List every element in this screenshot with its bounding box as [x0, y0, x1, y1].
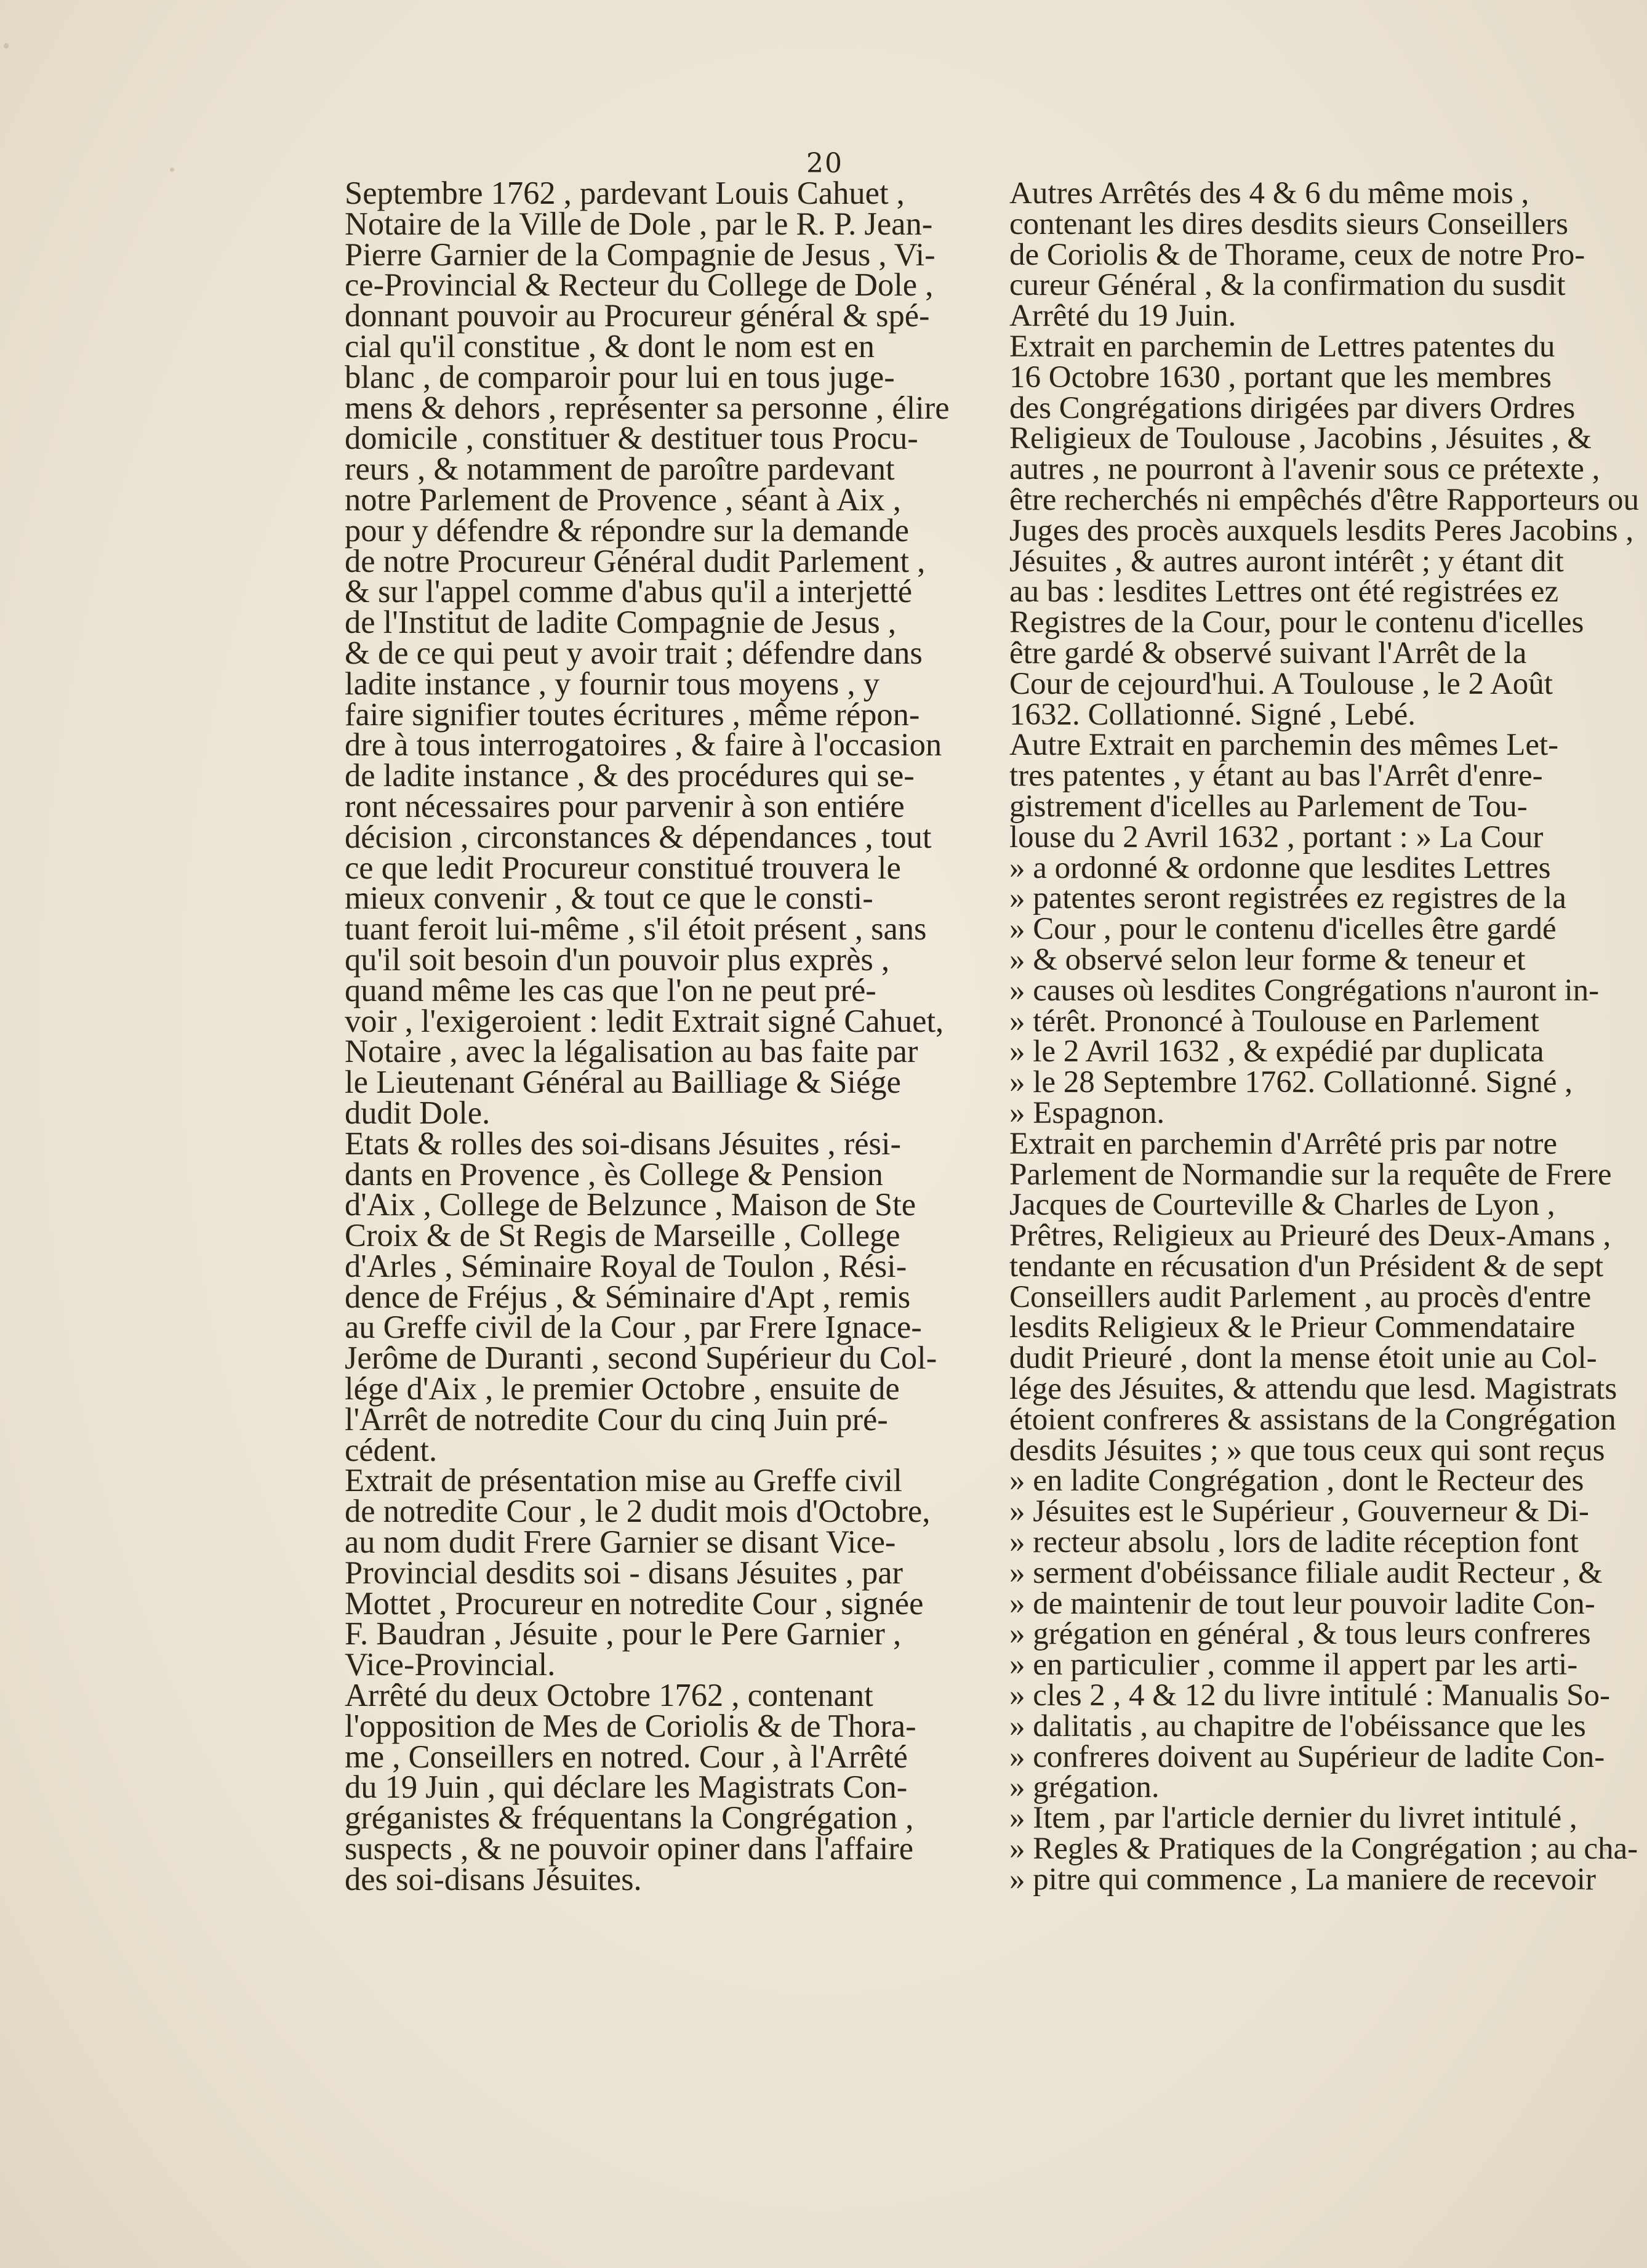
text-line: Conseillers audit Parlement , au procès d'entre: [1009, 1279, 1592, 1314]
text-line: cial qu'il constitue , & dont le nom est en: [345, 328, 875, 364]
text-line: » Cour , pour le contenu d'icelles être gardé: [1009, 912, 1557, 947]
text-line: desdits Jésuites ; » que tous ceux qui sont reçus: [1009, 1433, 1605, 1468]
text-line: Notaire , avec la légalisation au bas faite par: [345, 1034, 918, 1070]
text-line: Cour de cejourd'hui. A Toulouse , le 2 Août: [1009, 666, 1553, 701]
text-line: » a ordonné & ordonne que lesdites Lettres: [1009, 850, 1551, 885]
left-text-column: [345, 175, 991, 1897]
text-line: qu'il soit besoin d'un pouvoir plus exprès ,: [345, 941, 890, 978]
text-line: l'opposition de Mes de Coriolis & de Thora-: [345, 1708, 916, 1744]
text-line: quand même les cas que l'on ne peut pré-: [345, 972, 876, 1008]
text-line: autres , ne pourront à l'avenir sous ce prétexte ,: [1009, 452, 1600, 487]
text-line: domicile , constituer & destituer tous Procu-: [345, 420, 918, 457]
text-line: ce que ledit Procureur constitué trouvera le: [345, 850, 901, 886]
text-line: Jésuites , & autres auront intérêt ; y étant dit: [1009, 544, 1564, 579]
text-line: l'Arrêt de notredite Cour du cinq Juin pré-: [345, 1401, 888, 1438]
text-line: Etats & rolles des soi-disans Jésuites , rési-: [345, 1125, 902, 1162]
text-line: » le 28 Septembre 1762. Collationné. Signé ,: [1009, 1065, 1573, 1100]
text-line: Extrait en parchemin de Lettres patentes du: [1009, 329, 1555, 364]
text-line: dants en Provence , ès College & Pension: [345, 1156, 883, 1192]
text-line: lége des Jésuites, & attendu que lesd. Magistrats: [1009, 1372, 1617, 1407]
text-line: Registres de la Cour, pour le contenu d'icelles: [1009, 605, 1584, 640]
text-line: louse du 2 Avril 1632 , portant : » La Cour: [1009, 819, 1544, 855]
text-line: » cles 2 , 4 & 12 du livre intitulé : Manualis So-: [1009, 1678, 1610, 1713]
text-line: Provincial desdits soi - disans Jésuites , par: [345, 1554, 903, 1591]
text-line: Extrait de présentation mise au Greffe civil: [345, 1463, 902, 1499]
text-line: du 19 Juin , qui déclare les Magistrats Con-: [345, 1769, 908, 1806]
text-line: » Jésuites est le Supérieur , Gouverneur & Di-: [1009, 1494, 1589, 1529]
text-line: Extrait en parchemin d'Arrêté pris par notre: [1009, 1126, 1557, 1161]
text-line: Vice-Provincial.: [345, 1647, 556, 1683]
text-line: Jerôme de Duranti , second Supérieur du Col-: [345, 1340, 937, 1377]
text-line: gistrement d'icelles au Parlement de Tou-: [1009, 789, 1528, 824]
text-line: » en particulier , comme il appert par les arti-: [1009, 1647, 1578, 1683]
text-line: suspects , & ne pouvoir opiner dans l'affaire: [345, 1831, 914, 1867]
text-line: Autre Extrait en parchemin des mêmes Let-: [1009, 728, 1559, 763]
text-line: » confreres doivent au Supérieur de ladite Con-: [1009, 1739, 1605, 1774]
text-line: au nom dudit Frere Garnier se disant Vice-: [345, 1524, 896, 1561]
text-line: dre à tous interrogatoires , & faire à l'occasion: [345, 727, 942, 763]
text-line: & sur l'appel comme d'abus qu'il a interjetté: [345, 574, 913, 610]
text-line: notre Parlement de Provence , séant à Aix ,: [345, 481, 901, 518]
text-line: pour y défendre & répondre sur la demande: [345, 512, 909, 549]
text-line: » & observé selon leur forme & teneur et: [1009, 942, 1526, 977]
text-line: » Espagnon.: [1009, 1095, 1165, 1130]
text-line: » le 2 Avril 1632 , & expédié par duplicata: [1009, 1034, 1544, 1069]
text-line: mieux convenir , & tout ce que le consti-: [345, 880, 873, 917]
text-line: Jacques de Courteville & Charles de Lyon ,: [1009, 1188, 1555, 1223]
text-line: » grégation en général , & tous leurs confreres: [1009, 1617, 1591, 1652]
text-line: F. Baudran , Jésuite , pour le Pere Garnier ,: [345, 1616, 902, 1652]
text-line: » patentes seront registrées ez registres de la: [1009, 881, 1566, 916]
text-line: tuant feroit lui-même , s'il étoit présent , sans: [345, 911, 927, 947]
text-line: cédent.: [345, 1432, 438, 1468]
text-line: reurs , & notamment de paroître pardevant: [345, 451, 895, 488]
text-line: être gardé & observé suivant l'Arrêt de la: [1009, 635, 1527, 670]
text-line: 16 Octobre 1630 , portant que les membres: [1009, 360, 1552, 395]
text-line: & de ce qui peut y avoir trait ; défendre dans: [345, 635, 923, 671]
text-line: Religieux de Toulouse , Jacobins , Jésuites , &: [1009, 421, 1592, 456]
text-line: dudit Dole.: [345, 1095, 491, 1131]
text-line: gréganistes & fréquentans la Congrégation ,: [345, 1800, 914, 1836]
paper-spot: [4, 43, 9, 49]
text-line: voir , l'exigeroient : ledit Extrait signé Cahuet,: [345, 1003, 944, 1039]
text-line: faire signifier toutes écritures , même répon-: [345, 696, 920, 733]
text-line: me , Conseillers en notred. Cour , à l'Arrêté: [345, 1739, 908, 1775]
text-line: ce-Provincial & Recteur du College de Dole ,: [345, 267, 934, 304]
text-line: Parlement de Normandie sur la requête de Frere: [1009, 1157, 1612, 1192]
text-line: Juges des procès auxquels lesdits Peres Jacobins ,: [1009, 513, 1634, 548]
text-line: Autres Arrêtés des 4 & 6 du même mois ,: [1009, 176, 1529, 211]
text-line: Prêtres, Religieux au Prieuré des Deux-Amans ,: [1009, 1218, 1611, 1253]
text-line: de ladite instance , & des procédures qui se-: [345, 758, 915, 794]
text-line: blanc , de comparoir pour lui en tous juge-: [345, 359, 895, 395]
text-line: » serment d'obéissance filiale audit Recteur , &: [1009, 1555, 1603, 1590]
text-line: contenant les dires desdits sieurs Conseillers: [1009, 206, 1568, 241]
text-line: ront nécessaires pour parvenir à son entiére: [345, 788, 905, 824]
text-line: » Regles & Pratiques de la Congrégation ; au cha-: [1009, 1832, 1638, 1867]
text-line: le Lieutenant Général au Bailliage & Siége: [345, 1064, 901, 1101]
text-line: Mottet , Procureur en notredite Cour , signée: [345, 1585, 924, 1622]
right-text-column: [1009, 176, 1643, 1897]
text-line: Croix & de St Regis de Marseille , College: [345, 1218, 900, 1254]
text-line: d'Arles , Séminaire Royal de Toulon , Rési-: [345, 1248, 907, 1284]
text-line: lége d'Aix , le premier Octobre , ensuite de: [345, 1371, 900, 1407]
text-line: être recherchés ni empêchés d'être Rapporteurs ou: [1009, 482, 1640, 517]
text-line: » en ladite Congrégation , dont le Recteur des: [1009, 1463, 1584, 1498]
text-line: » recteur absolu , lors de ladite réception font: [1009, 1525, 1579, 1560]
text-line: des Congrégations dirigées par divers Ordres: [1009, 390, 1576, 425]
text-line: tres patentes , y étant au bas l'Arrêt d'enre-: [1009, 758, 1543, 794]
text-line: au bas : lesdites Lettres ont été registrées ez: [1009, 574, 1559, 609]
text-line: de notre Procureur Général dudit Parlement ,: [345, 543, 926, 579]
text-line: » térêt. Prononcé à Toulouse en Parlement: [1009, 1003, 1539, 1039]
text-line: Arrêté du 19 Juin.: [1009, 299, 1236, 334]
text-line: de notredite Cour , le 2 dudit mois d'Octobre,: [345, 1494, 931, 1530]
text-line: 1632. Collationné. Signé , Lebé.: [1009, 697, 1416, 732]
text-line: Notaire de la Ville de Dole , par le R. P. Jean-: [345, 206, 933, 242]
text-line: » causes où lesdites Congrégations n'auront in-: [1009, 973, 1600, 1008]
text-line: » Item , par l'article dernier du livret intitulé ,: [1009, 1801, 1577, 1836]
text-line: cureur Général , & la confirmation du susdit: [1009, 268, 1566, 303]
text-line: étoient confreres & assistans de la Congrégation: [1009, 1402, 1616, 1437]
text-line: décision , circonstances & dépendances , tout: [345, 819, 932, 855]
text-line: dudit Prieuré , dont la mense étoit unie au Col-: [1009, 1341, 1597, 1376]
text-line: Pierre Garnier de la Compagnie de Jesus , Vi-: [345, 236, 936, 273]
text-line: au Greffe civil de la Cour , par Frere Ignace-: [345, 1309, 922, 1346]
paper-spot: [170, 167, 174, 172]
text-line: donnant pouvoir au Procureur général & spé-: [345, 298, 930, 334]
text-line: » de maintenir de tout leur pouvoir ladite Con-: [1009, 1586, 1595, 1621]
page-number: 20: [806, 148, 843, 179]
text-line: de Coriolis & de Thorame, ceux de notre Pro-: [1009, 237, 1585, 272]
text-line: dence de Fréjus , & Séminaire d'Apt , remis: [345, 1279, 911, 1315]
text-line: Septembre 1762 , pardevant Louis Cahuet ,: [345, 175, 905, 211]
text-line: des soi-disans Jésuites.: [345, 1861, 642, 1897]
text-line: ladite instance , y fournir tous moyens , y: [345, 666, 880, 702]
text-line: d'Aix , College de Belzunce , Maison de Ste: [345, 1187, 916, 1223]
text-line: tendante en récusation d'un Président & de sept: [1009, 1249, 1604, 1284]
text-line: mens & dehors , représenter sa personne , élire: [345, 390, 950, 426]
text-line: de l'Institut de ladite Compagnie de Jesus ,: [345, 605, 896, 641]
text-line: Arrêté du deux Octobre 1762 , contenant: [345, 1678, 873, 1714]
text-line: » pitre qui commence , La maniere de recevoir: [1009, 1862, 1596, 1897]
text-line: » dalitatis , au chapitre de l'obéissance que les: [1009, 1708, 1586, 1743]
text-line: » grégation.: [1009, 1770, 1160, 1805]
text-line: lesdits Religieux & le Prieur Commendataire: [1009, 1310, 1576, 1345]
